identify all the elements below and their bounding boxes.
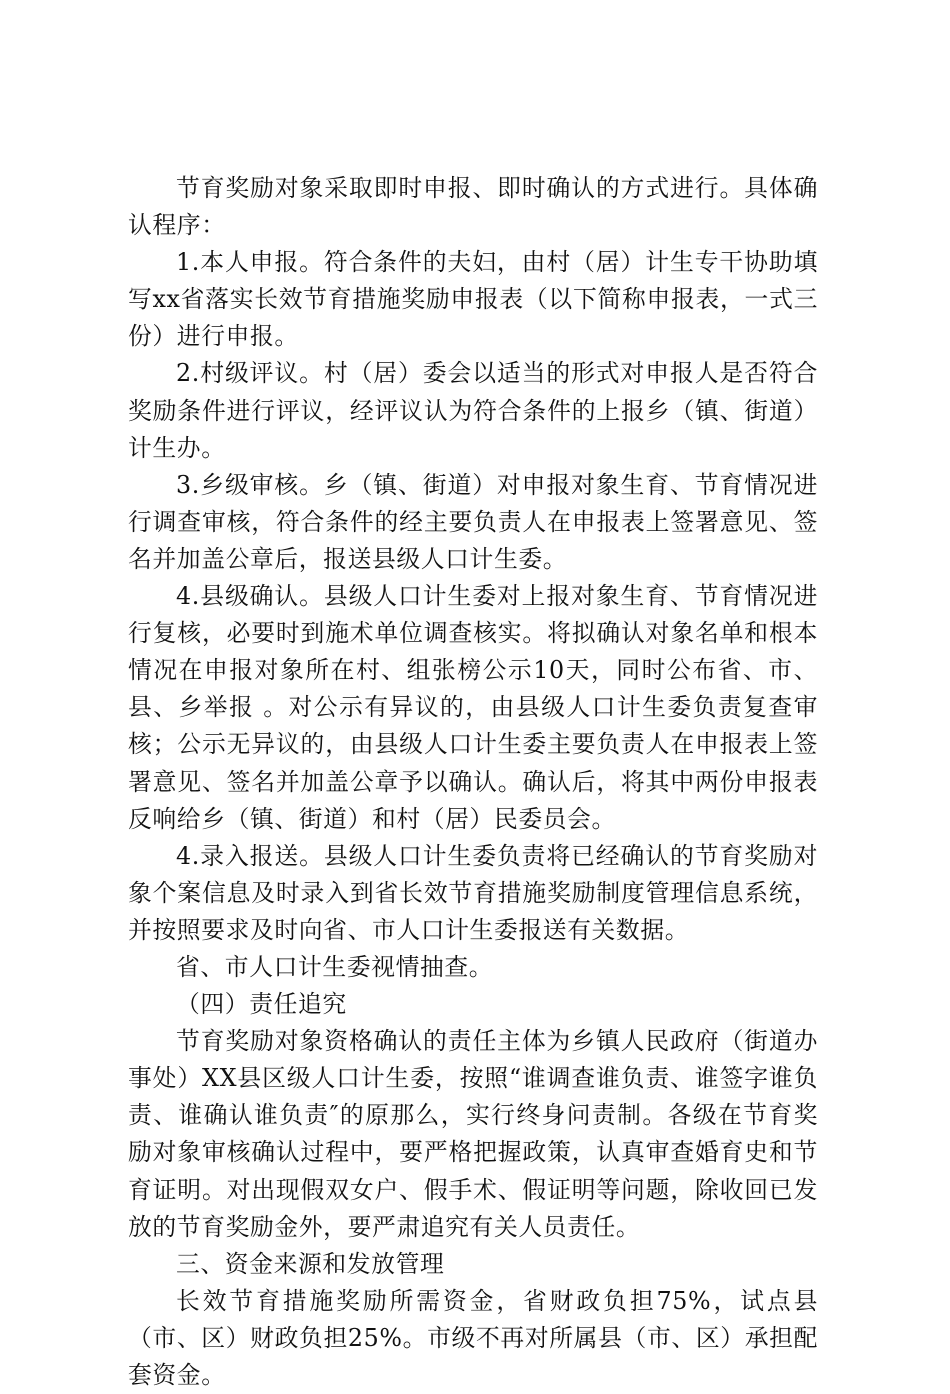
paragraph-step-2: 2.村级评议。村（居）委会以适当的形式对申报人是否符合奖励条件进行评议，经评议认为符合条件的上报乡（镇、街道）计生办。	[128, 359, 818, 462]
document-body	[128, 170, 818, 1394]
paragraph-responsibility: 节育奖励对象资格确认的责任主体为乡镇人民政府（街道办事处）XX县区级人口计生委，按照“谁调查谁负责、谁签字谁负责、谁确认谁负责″的原那么，实行终身问责制。各级在节育奖励对象审核确认过程中，要严格把握政策，认真审查婚育史和节育证明。对出现假双女户、假手术、假证明等问题，除收回已发放的节育奖励金外，要严肃追究有关人员责任。	[128, 1027, 818, 1241]
paragraph-intro: 节育奖励对象采取即时申报、即时确认的方式进行。具体确认程序：	[128, 174, 818, 240]
paragraph-funding: 长效节育措施奖励所需资金，省财政负担75%，试点县（市、区）财政负担25%。市级不再对所属县（市、区）承担配套资金。	[128, 1286, 818, 1389]
paragraph-step-5: 4.录入报送。县级人口计生委负责将已经确认的节育奖励对象个案信息及时录入到省长效节育措施奖励制度管理信息系统，并按照要求及时向省、市人口计生委报送有关数据。	[128, 841, 818, 944]
paragraph-step-4: 4.县级确认。县级人口计生委对上报对象生育、节育情况进行复核，必要时到施术单位调查核实。将拟确认对象名单和根本情况在申报对象所在村、组张榜公示10天，同时公布省、市、县、乡举报 。对公示有异议的，由县级人口计生委负责复查审核；公示无异议的，由县级人口计生委主要负责人在申报表上签署意见、签名并加盖公章予以确认。确认后，将其中两份申报表反响给乡（镇、街道）和村（居）民委员会。	[128, 582, 818, 833]
section-heading-funding: 三、资金来源和发放管理	[176, 1249, 445, 1278]
paragraph-spot-check: 省、市人口计生委视情抽查。	[176, 952, 494, 981]
paragraph-step-3: 3.乡级审核。乡（镇、街道）对申报对象生育、节育情况进行调查审核，符合条件的经主要负责人在申报表上签署意见、签名并加盖公章后，报送县级人口计生委。	[128, 470, 818, 573]
paragraph-step-1: 1.本人申报。符合条件的夫妇，由村（居）计生专干协助填写xx省落实长效节育措施奖励申报表（以下简称申报表，一式三份）进行申报。	[128, 248, 818, 351]
section-heading-responsibility: （四）责任追究	[176, 990, 347, 1019]
